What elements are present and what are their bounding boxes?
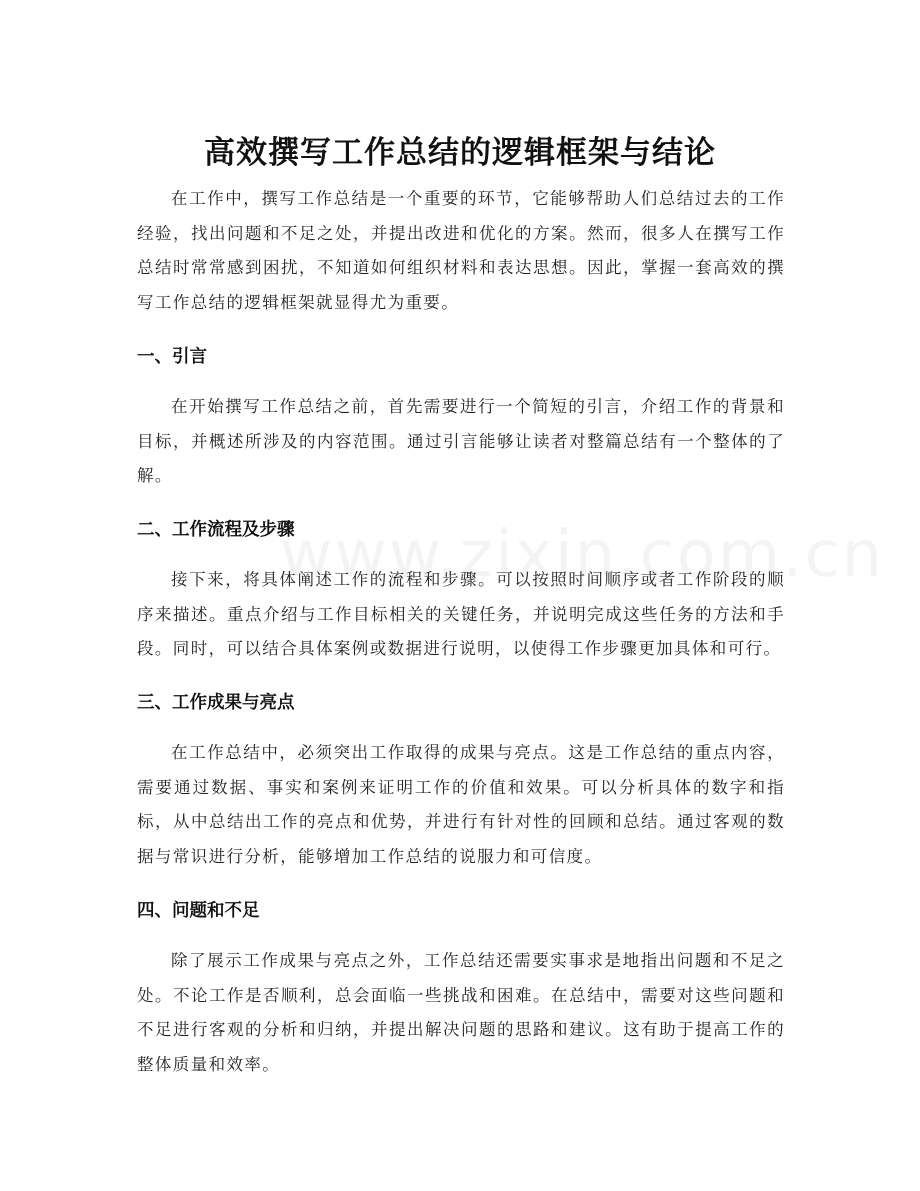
section-body-1: 在开始撰写工作总结之前，首先需要进行一个简短的引言，介绍工作的背景和目标，并概述所涉及的内容范围。通过引言能够让读者对整篇总结有一个整体的了解。 <box>137 397 785 486</box>
section-heading-3: 三、工作成果与亮点 <box>137 693 295 713</box>
section-heading-1: 一、引言 <box>137 347 207 367</box>
section-heading-4: 四、问题和不足 <box>137 901 260 921</box>
section-body-3: 在工作总结中，必须突出工作取得的成果与亮点。这是工作总结的重点内容，需要通过数据、事实和案例来证明工作的价值和效果。可以分析具体的数字和指标，从中总结出工作的亮点和优势，并进行有针对性的回顾和总结。通过客观的数据与常识进行分析，能够增加工作总结的说服力和可信度。 <box>137 743 785 866</box>
section-heading-2: 二、工作流程及步骤 <box>137 520 295 540</box>
section-body-4: 除了展示工作成果与亮点之外，工作总结还需要实事求是地指出问题和不足之处。不论工作是否顺利，总会面临一些挑战和困难。在总结中，需要对这些问题和不足进行客观的分析和归纳，并提出解决问题的思路和建议。这有助于提高工作的整体质量和效率。 <box>137 951 785 1074</box>
section-body-2: 接下来，将具体阐述工作的流程和步骤。可以按照时间顺序或者工作阶段的顺序来描述。重点介绍与工作目标相关的关键任务，并说明完成这些任务的方法和手段。同时，可以结合具体案例或数据进行说明，以使得工作步骤更加具体和可行。 <box>137 570 785 659</box>
intro-paragraph: 在工作中，撰写工作总结是一个重要的环节，它能够帮助人们总结过去的工作经验，找出问题和不足之处，并提出改进和优化的方案。然而，很多人在撰写工作总结时常常感到困扰，不知道如何组织材料和表达思想。因此，掌握一套高效的撰写工作总结的逻辑框架就显得尤为重要。 <box>137 189 785 312</box>
document-title: 高效撰写工作总结的逻辑框架与结论 <box>204 134 716 171</box>
